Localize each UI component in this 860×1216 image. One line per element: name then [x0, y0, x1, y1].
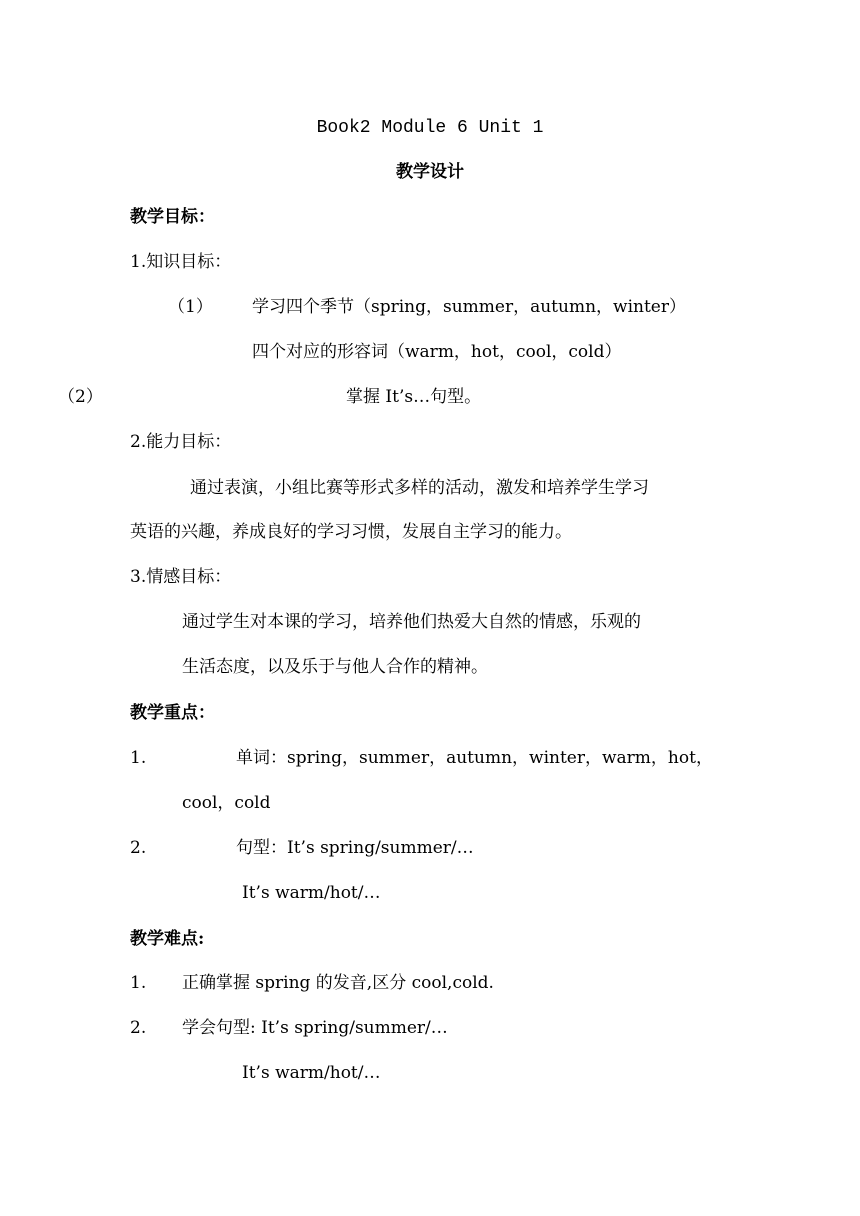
emotion-objective-heading: 3.情感目标：	[130, 567, 232, 587]
knowledge-item-2-number: （2）	[58, 387, 103, 407]
key-point-1-number: 1.	[130, 748, 147, 768]
ability-objective-line-1: 通过表演，小组比赛等形式多样的活动，激发和培养学生学习	[190, 478, 649, 498]
document-subtitle: 教学设计	[396, 162, 464, 182]
knowledge-item-1-number: （1）	[168, 297, 213, 317]
key-points-heading: 教学重点：	[130, 703, 215, 723]
key-point-2-number: 2.	[130, 838, 147, 858]
difficulties-heading: 教学难点:	[130, 929, 205, 949]
ability-objective-line-2: 英语的兴趣，养成良好的学习习惯，发展自主学习的能力。	[130, 522, 572, 542]
key-point-2-line-2: It’s warm/hot/…	[242, 883, 381, 903]
knowledge-objective-heading: 1.知识目标：	[130, 252, 232, 272]
knowledge-item-1-line-2: 四个对应的形容词（warm，hot，cool，cold）	[252, 342, 622, 362]
ability-objective-heading: 2.能力目标：	[130, 432, 232, 452]
key-point-2-line-1: 句型：It’s spring/summer/…	[236, 838, 474, 858]
emotion-objective-line-2: 生活态度，以及乐于与他人合作的精神。	[182, 657, 488, 677]
difficulty-2-line-1: 学会句型: It’s spring/summer/…	[182, 1018, 448, 1038]
document-title: Book2 Module 6 Unit 1	[316, 118, 544, 138]
emotion-objective-line-1: 通过学生对本课的学习，培养他们热爱大自然的情感，乐观的	[182, 612, 641, 632]
difficulty-1-text: 正确掌握 spring 的发音,区分 cool,cold.	[182, 973, 494, 993]
objectives-heading: 教学目标：	[130, 207, 215, 227]
difficulty-1-number: 1.	[130, 973, 147, 993]
key-point-1-line-2: cool，cold	[182, 793, 271, 813]
difficulty-2-number: 2.	[130, 1018, 147, 1038]
difficulty-2-line-2: It’s warm/hot/…	[242, 1063, 381, 1083]
knowledge-item-1-line-1: 学习四个季节（spring，summer，autumn，winter）	[252, 297, 686, 317]
knowledge-item-2-text: 掌握 It’s…句型。	[346, 387, 482, 407]
key-point-1-line-1: 单词：spring，summer，autumn，winter，warm，hot，	[236, 748, 713, 768]
